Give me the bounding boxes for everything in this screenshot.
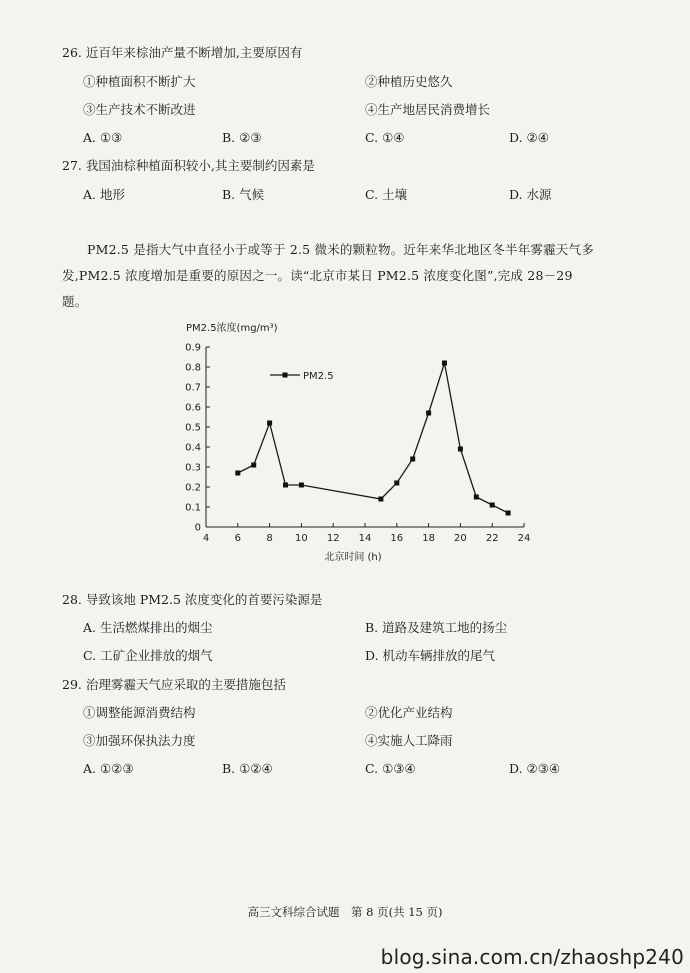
x-tick-label: 6 [234,533,241,544]
page-footer: 高三文科综合试题 第 8 页(共 15 页) [247,905,443,919]
y-tick-label: 0.8 [185,362,201,374]
x-tick-label: 12 [326,533,340,544]
legend-label: PM2.5 [303,371,334,382]
q26-stem: 26. 近百年来棕油产量不断增加,主要原因有 [62,45,303,60]
q26-option-b: B. ②③ [222,130,262,145]
legend-marker [283,373,288,378]
data-point [442,361,447,366]
y-tick-label: 0.2 [185,482,201,494]
q27-option-a: A. 地形 [83,187,125,202]
q29-item-3: ③加强环保执法力度 [83,733,196,748]
q27-option-c: C. 土壤 [365,187,408,202]
q27-stem: 27. 我国油棕种植面积较小,其主要制约因素是 [62,158,315,173]
q29-item-1: ①调整能源消费结构 [83,705,196,720]
data-point [235,471,240,476]
y-tick-label: 0.4 [185,442,201,454]
q28-stem: 28. 导致该地 PM2.5 浓度变化的首要污染源是 [62,592,323,607]
q28-option-d: D. 机动车辆排放的尾气 [365,648,496,663]
q29-stem: 29. 治理雾霾天气应采取的主要措施包括 [62,677,286,692]
data-point [474,495,479,500]
y-tick-label: 0.9 [185,342,201,354]
x-tick-label: 22 [485,533,499,544]
data-point [458,447,463,452]
y-tick-label: 0.1 [185,502,201,514]
data-point [251,463,256,468]
q29-option-b: B. ①②④ [222,761,273,776]
passage-text: PM2.5 是指大气中直径小于或等于 2.5 微米的颗粒物。近年来华北地区冬半年雾霾天气多发,PM2.5 浓度增加是重要的原因之一。读“北京市某日 PM2.5 浓度变化图”,完成 28－29 题。 [62,242,594,309]
series-line-pm25 [238,363,508,513]
q27-option-b: B. 气候 [222,187,265,202]
q28-option-c: C. 工矿企业排放的烟气 [83,648,213,663]
x-tick-label: 14 [358,533,372,544]
data-point [426,411,431,416]
data-point [267,421,272,426]
x-tick-label: 16 [390,533,404,544]
y-tick-label: 0.3 [185,462,201,474]
data-point [283,483,288,488]
x-axis-label: 北京时间 (h) [324,552,382,563]
blog-watermark: blog.sina.com.cn/zhaoshp240 [380,945,684,969]
x-tick-label: 20 [454,533,467,544]
x-tick-label: 18 [422,533,435,544]
q26-item-4: ④生产地居民消费增长 [365,102,491,117]
y-tick-label: 0.5 [185,422,201,434]
q29-option-c: C. ①③④ [365,761,416,776]
q28-option-b: B. 道路及建筑工地的扬尘 [365,620,508,635]
q29-item-2: ②优化产业结构 [365,705,453,720]
q26-item-2: ②种植历史悠久 [365,74,453,89]
q26-option-c: C. ①④ [365,130,405,145]
y-axis-label: PM2.5浓度(mg/m³) [186,323,278,334]
q26-option-a: A. ①③ [83,130,123,145]
y-tick-label: 0 [194,522,201,534]
data-point [410,457,415,462]
x-tick-label: 10 [295,533,308,544]
data-point [506,511,511,516]
data-point [299,483,304,488]
q29-option-a: A. ①②③ [83,761,134,776]
q27-option-d: D. 水源 [509,187,552,202]
x-tick-label: 4 [202,533,210,544]
y-tick-label: 0.7 [185,382,201,394]
q26-option-d: D. ②④ [509,130,549,145]
pm25-line-chart [170,315,530,565]
x-tick-label: 8 [266,533,273,544]
q28-option-a: A. 生活燃煤排出的烟尘 [83,620,213,635]
q26-item-3: ③生产技术不断改进 [83,102,196,117]
q26-item-1: ①种植面积不断扩大 [83,74,196,89]
data-point [378,497,383,502]
y-tick-label: 0.6 [185,402,201,414]
q29-option-d: D. ②③④ [509,761,561,776]
q29-item-4: ④实施人工降雨 [365,733,453,748]
x-tick-label: 24 [517,533,530,544]
data-point [394,481,399,486]
data-point [490,503,495,508]
